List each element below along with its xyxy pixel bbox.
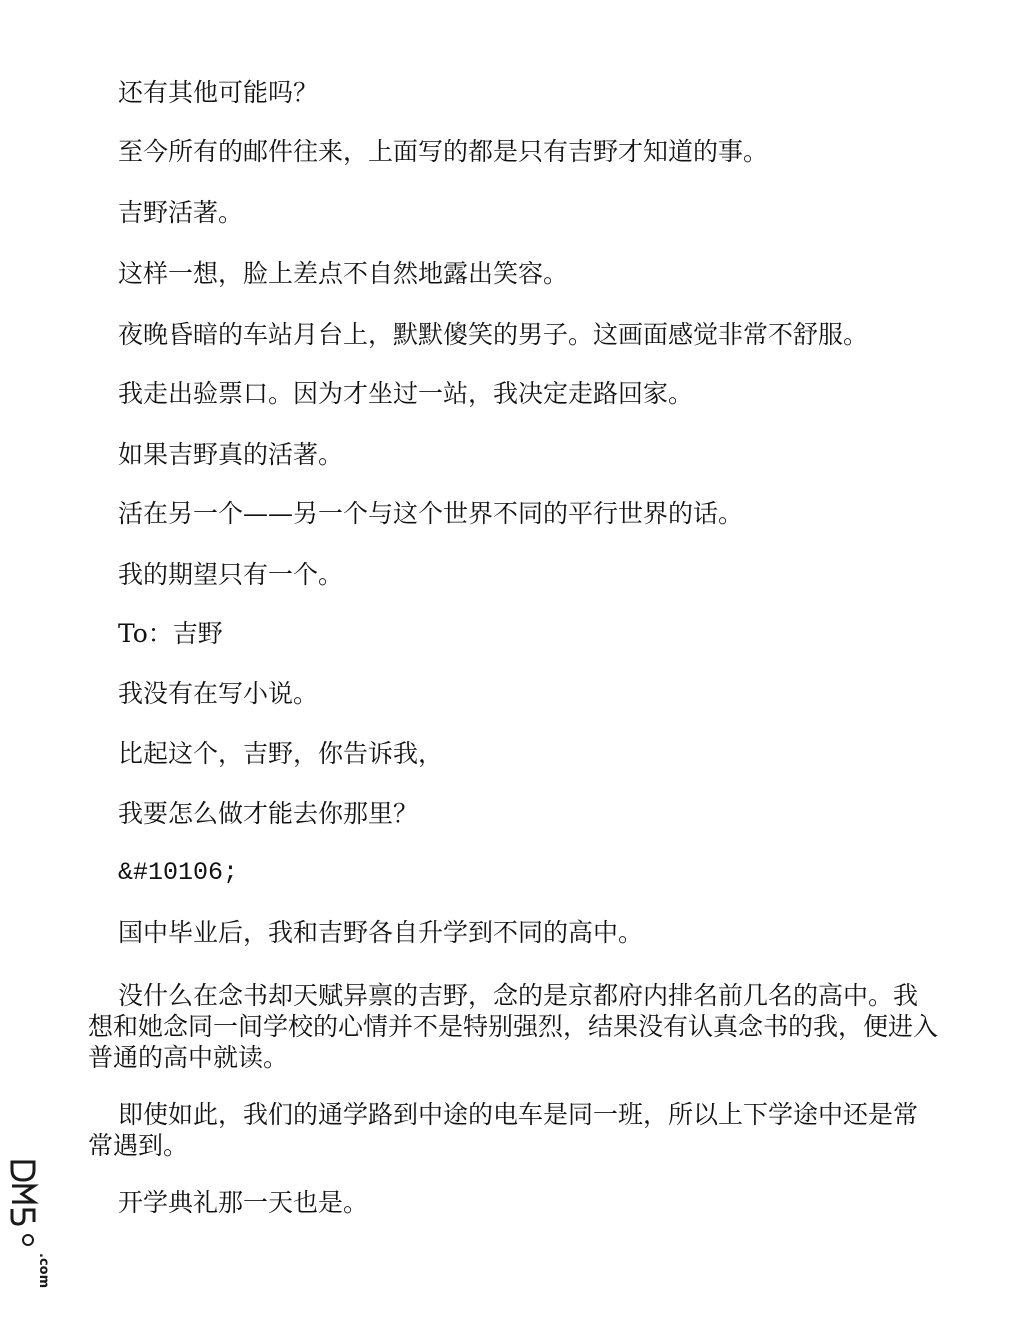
paragraph-line: 常遇到。 — [88, 1131, 189, 1160]
paragraph: 比起这个，吉野，你告诉我， — [118, 739, 444, 768]
paragraph-line: 没什么在念书却天赋异禀的吉野，念的是京都府内排名前几名的高中。我 — [118, 981, 919, 1010]
long-paragraph — [88, 1099, 958, 1161]
paragraph: 至今所有的邮件往来，上面写的都是只有吉野才知道的事。 — [118, 137, 769, 166]
paragraph: 这样一想，脸上差点不自然地露出笑容。 — [118, 259, 569, 288]
paragraph: 夜晚昏暗的车站月台上，默默傻笑的男子。这画面感觉非常不舒服。 — [118, 320, 869, 349]
paragraph: 我的期望只有一个。 — [118, 560, 344, 589]
paragraph: 我要怎么做才能去你那里？ — [118, 799, 419, 828]
section-marker: &#10106; — [118, 858, 239, 887]
paragraph: 活在另一个——另一个与这个世界不同的平行世界的话。 — [118, 499, 744, 528]
paragraph: 还有其他可能吗？ — [118, 78, 319, 107]
dm5-logo-icon — [6, 1158, 51, 1308]
paragraph: 我走出验票口。因为才坐过一站，我决定走路回家。 — [118, 379, 694, 408]
email-recipient: To：吉野 — [118, 619, 223, 648]
paragraph: 开学典礼那一天也是。 — [118, 1188, 369, 1217]
paragraph: 国中毕业后，我和吉野各自升学到不同的高中。 — [118, 918, 644, 947]
paragraph-line: 即使如此，我们的通学路到中途的电车是同一班，所以上下学途中还是常 — [118, 1100, 919, 1129]
dm5-watermark-logo — [6, 1158, 51, 1308]
paragraph: 吉野活著。 — [118, 198, 244, 227]
paragraph: 如果吉野真的活著。 — [118, 440, 344, 469]
paragraph-line: 想和她念同一间学校的心情并不是特别强烈，结果没有认真念书的我，便进入 — [88, 1012, 939, 1041]
long-paragraph — [88, 980, 958, 1073]
paragraph: 我没有在写小说。 — [118, 679, 319, 708]
paragraph-line: 普通的高中就读。 — [88, 1043, 289, 1072]
watermark-domain: .com — [36, 1253, 51, 1289]
